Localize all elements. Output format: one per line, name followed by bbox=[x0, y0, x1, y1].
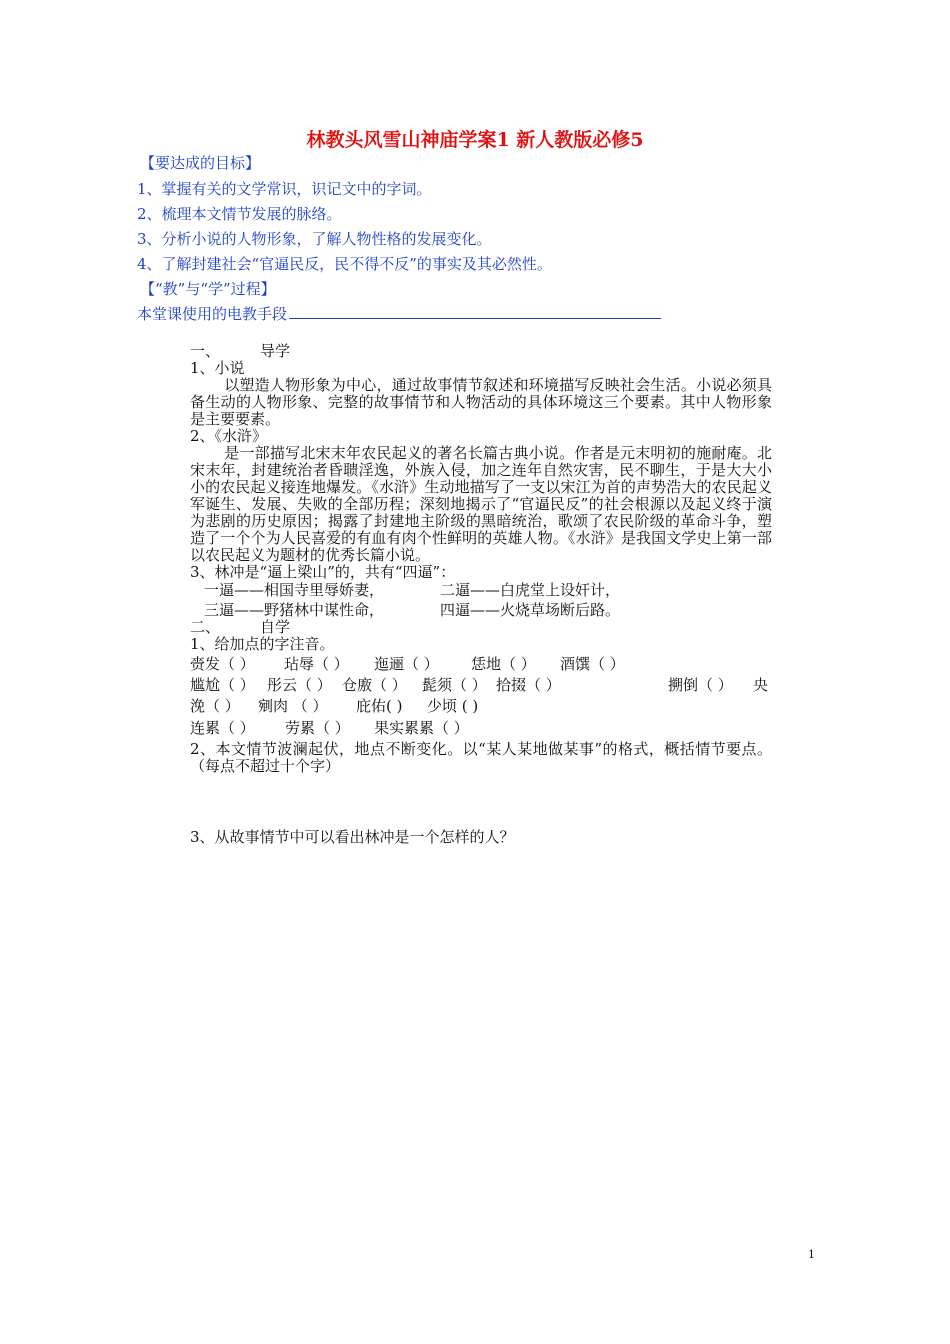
part1-title: 导学 bbox=[260, 342, 291, 360]
media-blank[interactable] bbox=[289, 304, 661, 319]
bi-item: 三逼——野猪林中谋性命， bbox=[204, 601, 385, 619]
pinyin-item[interactable]: 连累（ ） bbox=[190, 719, 255, 737]
pinyin-item[interactable]: 果实累累（ ） bbox=[374, 719, 469, 737]
pinyin-item[interactable]: 恁地（ ） bbox=[471, 655, 536, 673]
pinyin-item[interactable]: 少顷 ( ) bbox=[427, 697, 479, 715]
pinyin-item[interactable]: 浼（ ） bbox=[190, 697, 240, 715]
pinyin-item[interactable]: 彤云（ ） bbox=[267, 676, 332, 694]
process-heading: 【“教”与“学”过程】 bbox=[140, 280, 276, 298]
q3-label: 3、林冲是“逼上梁山”的，共有“四逼”： bbox=[190, 563, 456, 581]
pinyin-item[interactable]: 庇佑( ) bbox=[356, 697, 403, 715]
document-title: 林教头风雪山神庙学案1 新人教版必修5 bbox=[306, 129, 644, 151]
shuihu-intro bbox=[190, 445, 772, 564]
q2-label: 2、《水浒》 bbox=[190, 427, 268, 445]
page-number: 1 bbox=[808, 1248, 815, 1261]
pinyin-item[interactable]: 髭须（ ） bbox=[422, 676, 487, 694]
bi-item: 一逼——相国寺里辱娇妻， bbox=[204, 581, 385, 599]
plot-question: 2、本文情节波澜起伏，地点不断变化。以“某人某地做某事”的格式，概括情节要点。（每点不超过十个字） bbox=[190, 740, 772, 775]
part1-number: 一、 bbox=[190, 342, 221, 360]
pinyin-item[interactable]: 赍发（ ） bbox=[190, 655, 255, 673]
pinyin-item[interactable]: 尴尬（ ） bbox=[190, 676, 255, 694]
pinyin-item[interactable]: 搠倒（ ） bbox=[668, 676, 733, 694]
bi-item: 四逼——火烧草场断后路。 bbox=[440, 601, 621, 619]
q1-label: 1、小说 bbox=[190, 359, 245, 377]
media-line bbox=[137, 303, 661, 324]
novel-definition bbox=[190, 377, 772, 428]
pinyin-item[interactable]: 拾掇（ ） bbox=[496, 676, 561, 694]
pinyin-item[interactable]: 迤逦（ ） bbox=[374, 655, 439, 673]
pinyin-item[interactable]: 玷辱（ ） bbox=[284, 655, 349, 673]
pinyin-item: 央 bbox=[753, 676, 769, 694]
part2-heading bbox=[190, 619, 290, 636]
goal-item: 3、分析小说的人物形象，了解人物性格的发展变化。 bbox=[137, 230, 492, 248]
bi-item: 二逼——白虎堂上设奸计， bbox=[440, 581, 621, 599]
pinyin-item[interactable]: 剜肉 （ ） bbox=[258, 697, 328, 715]
media-label: 本堂课使用的电教手段 bbox=[137, 305, 288, 323]
part1-heading bbox=[190, 343, 290, 360]
goal-item: 4、了解封建社会“官逼民反，民不得不反”的事实及其必然性。 bbox=[137, 255, 552, 273]
pinyin-instruction: 1、给加点的字注音。 bbox=[190, 635, 335, 653]
pinyin-item[interactable]: 仓廒（ ） bbox=[342, 676, 407, 694]
goal-item: 2、梳理本文情节发展的脉络。 bbox=[137, 205, 342, 223]
novel-text: 以塑造人物形象为中心，通过故事情节叙述和环境描写反映社会生活。小说必须具备生动的人物形象、完整的故事情节和人物活动的具体环境这三个要素。其中人物形象是主要要素。 bbox=[190, 376, 772, 428]
part2-title: 自学 bbox=[260, 618, 291, 636]
shuihu-text: 是一部描写北宋末年农民起义的著名长篇古典小说。作者是元末明初的施耐庵。北宋末年，封建统治者昏聩淫逸，外族入侵，加之连年自然灾害，民不聊生，于是大大小小的农民起义接连地爆发。《水浒》生动地描写了一支以宋江为首的声势浩大的农民起义军诞生、发展、失败的全部历程；深刻地揭示了“官逼民反”的社会根源以及起义终于演为悲剧的历史原因；揭露了封建地主阶级的黑暗统治，歌颂了农民阶级的革命斗争，塑造了一个个为人民喜爱的有血有肉个性鲜明的英雄人物。《水浒》是我国文学史上第一部以农民起义为题材的优秀长篇小说。 bbox=[190, 444, 772, 564]
pinyin-item[interactable]: 酒馔（ ） bbox=[560, 655, 625, 673]
pinyin-item[interactable]: 劳累（ ） bbox=[285, 719, 350, 737]
goals-heading: 【要达成的目标】 bbox=[140, 154, 261, 172]
character-question: 3、从故事情节中可以看出林冲是一个怎样的人？ bbox=[190, 828, 515, 846]
part2-number: 二、 bbox=[190, 618, 221, 636]
goal-item: 1、掌握有关的文学常识，识记文中的字词。 bbox=[137, 180, 432, 198]
